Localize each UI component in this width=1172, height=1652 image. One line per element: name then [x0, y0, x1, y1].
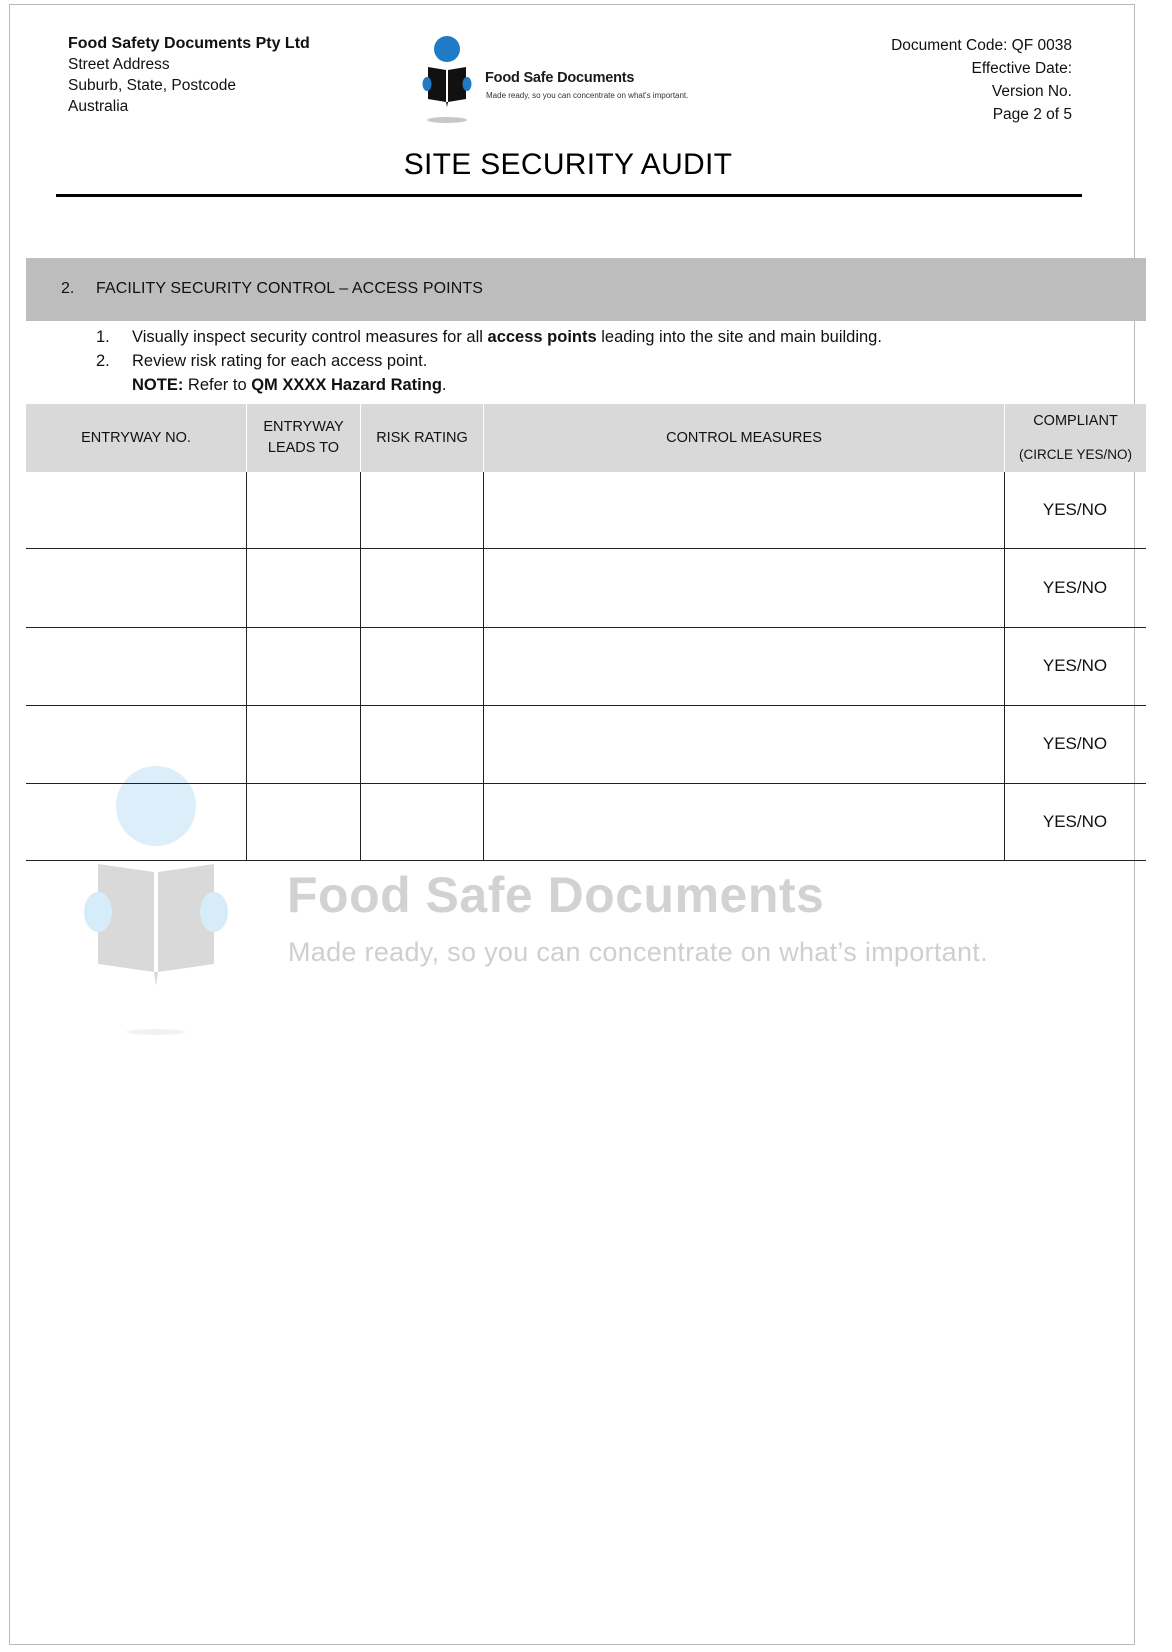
section-title: FACILITY SECURITY CONTROL – ACCESS POINTS [96, 280, 484, 297]
company-address-line: Australia [68, 98, 129, 115]
row-divider [26, 705, 1146, 706]
column-divider [246, 472, 247, 860]
logo-tagline: Made ready, so you can concentrate on what's important. [486, 91, 689, 100]
compliant-yes-no[interactable]: YES/NO [1042, 578, 1108, 597]
compliant-yes-no[interactable]: YES/NO [1042, 500, 1108, 519]
company-address-line: Street Address [68, 56, 170, 73]
column-header-compliant-hint: (CIRCLE YES/NO) [1018, 447, 1133, 462]
row-divider [26, 783, 1146, 784]
watermark-logo-icon [80, 760, 240, 1040]
instruction-item: Visually inspect security control measures for all access points leading into the site and main building. [132, 328, 882, 346]
instruction-number: 1. [96, 328, 110, 346]
instruction-note: NOTE: Refer to QM XXXX Hazard Rating. [132, 376, 447, 394]
page-number: Page 2 of 5 [992, 106, 1072, 123]
effective-date: Effective Date: [971, 60, 1072, 77]
note-reference: QM XXXX Hazard Rating [251, 376, 442, 394]
version-number: Version No. [991, 83, 1072, 100]
column-divider [483, 472, 484, 860]
instruction-number: 2. [96, 352, 110, 370]
column-header-entryway-no: ENTRYWAY NO. [81, 430, 191, 446]
document-code: Document Code: QF 0038 [891, 37, 1072, 54]
column-header-risk-rating: RISK RATING [376, 430, 468, 446]
logo-name: Food Safe Documents [485, 70, 635, 86]
watermark-tagline: Made ready, so you can concentrate on what’s important. [288, 937, 988, 967]
column-header-leads-to: ENTRYWAY LEADS TO [263, 419, 344, 456]
row-divider [26, 548, 1146, 549]
column-divider [360, 472, 361, 860]
title-divider [56, 194, 1082, 197]
instruction-emphasis: access points [487, 328, 597, 346]
company-address-line: Suburb, State, Postcode [68, 77, 237, 94]
row-divider [26, 860, 1146, 861]
compliant-yes-no[interactable]: YES/NO [1042, 812, 1108, 831]
row-divider [26, 627, 1146, 628]
column-header-control-measures: CONTROL MEASURES [666, 430, 822, 446]
person-reading-book-icon [420, 34, 474, 130]
watermark-name: Food Safe Documents [287, 867, 825, 923]
column-header-compliant: COMPLIANT [1033, 413, 1118, 429]
instruction-item: Review risk rating for each access point. [132, 352, 428, 370]
section-number: 2. [61, 280, 75, 297]
compliant-yes-no[interactable]: YES/NO [1042, 734, 1108, 753]
page-title: SITE SECURITY AUDIT [403, 148, 733, 181]
company-name: Food Safety Documents Pty Ltd [68, 35, 310, 52]
compliant-yes-no[interactable]: YES/NO [1042, 656, 1108, 675]
note-label: NOTE: [132, 376, 184, 394]
